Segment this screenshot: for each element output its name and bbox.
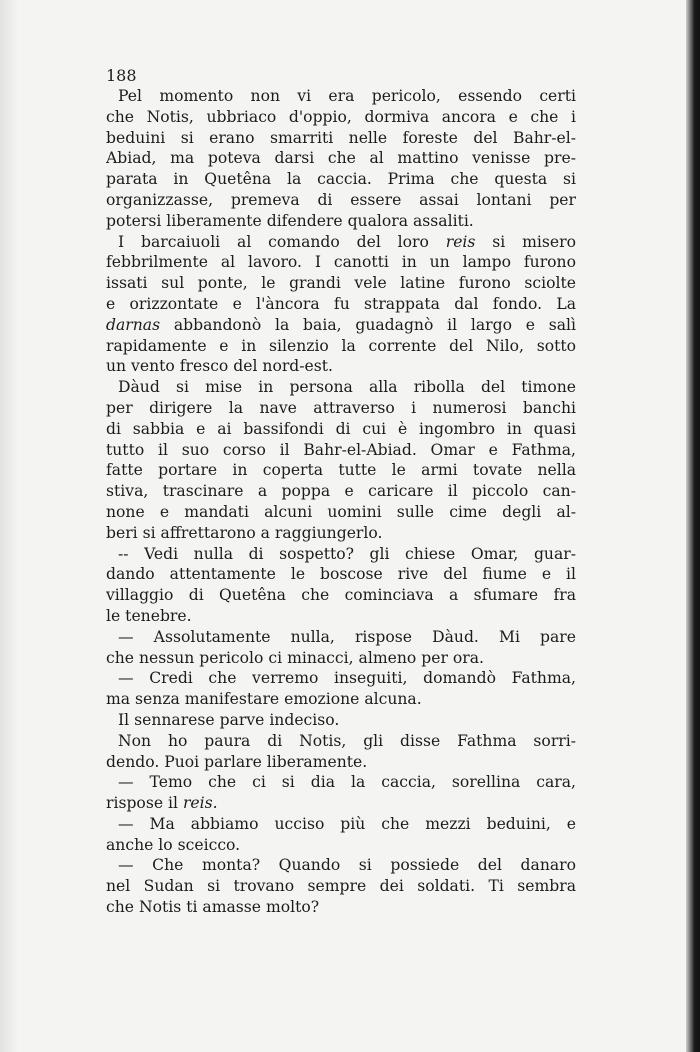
- text-line: rapidamente e in silenzio la corrente del Nilo, sotto: [106, 336, 576, 355]
- text-line: che Notis ti amasse molto?: [106, 898, 320, 917]
- text-line: fatte portare in coperta tutte le armi tovate nella: [106, 461, 576, 480]
- text-line: che nessun pericolo ci minacci, almeno per ora.: [106, 648, 484, 667]
- paragraph: [106, 627, 576, 669]
- paragraph: [106, 772, 576, 814]
- text-line: nel Sudan si trovano sempre dei soldati. Ti sembra: [106, 877, 576, 896]
- page-gutter-shadow: [0, 0, 18, 1052]
- paragraph: [106, 668, 576, 710]
- page-number: 188: [106, 66, 137, 85]
- page-edge: [686, 0, 700, 1052]
- text-line: rispose il reis.: [106, 794, 218, 813]
- paragraph: [106, 86, 576, 232]
- text-line: e orizzontate e l'àncora fu strappata dal fondo. La: [106, 294, 576, 313]
- text-line: Non ho paura di Notis, gli disse Fathma sorri-: [118, 731, 576, 750]
- text-line: potersi liberamente difendere qualora assaliti.: [106, 211, 474, 230]
- text-line: ma senza manifestare emozione alcuna.: [106, 690, 422, 709]
- text-line: — Ma abbiamo ucciso più che mezzi beduini, e: [118, 814, 576, 833]
- paragraph: [106, 544, 576, 627]
- text-line: darnas abbandonò la baia, guadagnò il largo e salì: [106, 315, 576, 334]
- text-line: beduini si erano smarriti nelle foreste del Bahr-el-: [106, 128, 576, 147]
- text-line: dendo. Puoi parlare liberamente.: [106, 752, 368, 771]
- text-line: di sabbia e ai bassifondi di cui è ingombro in quasi: [106, 419, 576, 438]
- text-line: stiva, trascinare a poppa e caricare il piccolo can-: [106, 482, 576, 501]
- text-line: villaggio di Quetêna che cominciava a sfumare fra: [106, 586, 576, 605]
- text-line: febbrilmente al lavoro. I canotti in un lampo furono: [106, 253, 576, 272]
- text-line: — Credi che verremo inseguiti, domandò Fathma,: [118, 669, 576, 688]
- paragraph: [106, 232, 576, 378]
- text-line: un vento fresco del nord-est.: [106, 357, 334, 376]
- text-line: — Temo che ci si dia la caccia, sorellina cara,: [118, 773, 576, 792]
- paragraph: [106, 814, 576, 856]
- text-line: tutto il suo corso il Bahr-el-Abiad. Omar e Fathma,: [106, 440, 576, 459]
- text-line: dando attentamente le boscose rive del fiume e il: [106, 565, 576, 584]
- paragraph: [106, 731, 576, 773]
- text-line: organizzasse, premeva di essere assai lontani per: [106, 190, 576, 209]
- text-line: — Assolutamente nulla, rispose Dàud. Mi pare: [118, 627, 576, 646]
- text-line: anche lo sceicco.: [106, 835, 241, 854]
- text-line: none e mandati alcuni uomini sulle cime degli al-: [106, 502, 576, 521]
- text-line: Il sennarese parve indeciso.: [118, 710, 340, 729]
- text-line: parata in Quetêna la caccia. Prima che questa si: [106, 170, 576, 189]
- text-line: per dirigere la nave attraverso i numerosi banchi: [106, 398, 576, 417]
- text-line: Abiad, ma poteva darsi che al mattino venisse pre-: [106, 149, 576, 168]
- text-line: -- Vedi nulla di sospetto? gli chiese Omar, guar-: [118, 544, 576, 563]
- text-line: issati sul ponte, le grandi vele latine furono sciolte: [106, 274, 576, 293]
- text-line: le tenebre.: [106, 606, 192, 625]
- paragraph: [106, 377, 576, 543]
- text-line: beri si affrettarono a raggiungerlo.: [106, 523, 383, 542]
- text-line: — Che monta? Quando si possiede del danaro: [118, 856, 576, 875]
- text-line: Dàud si mise in persona alla ribolla del timone: [118, 378, 576, 397]
- paragraphs: [106, 86, 576, 918]
- text-line: I barcaiuoli al comando del loro reis si misero: [118, 232, 576, 251]
- text-line: che Notis, ubbriaco d'oppio, dormiva ancora e che i: [106, 107, 576, 126]
- page-text: [106, 66, 576, 918]
- paragraph: [106, 710, 576, 731]
- text-line: Pel momento non vi era pericolo, essendo certi: [118, 87, 576, 105]
- paragraph: [106, 855, 576, 917]
